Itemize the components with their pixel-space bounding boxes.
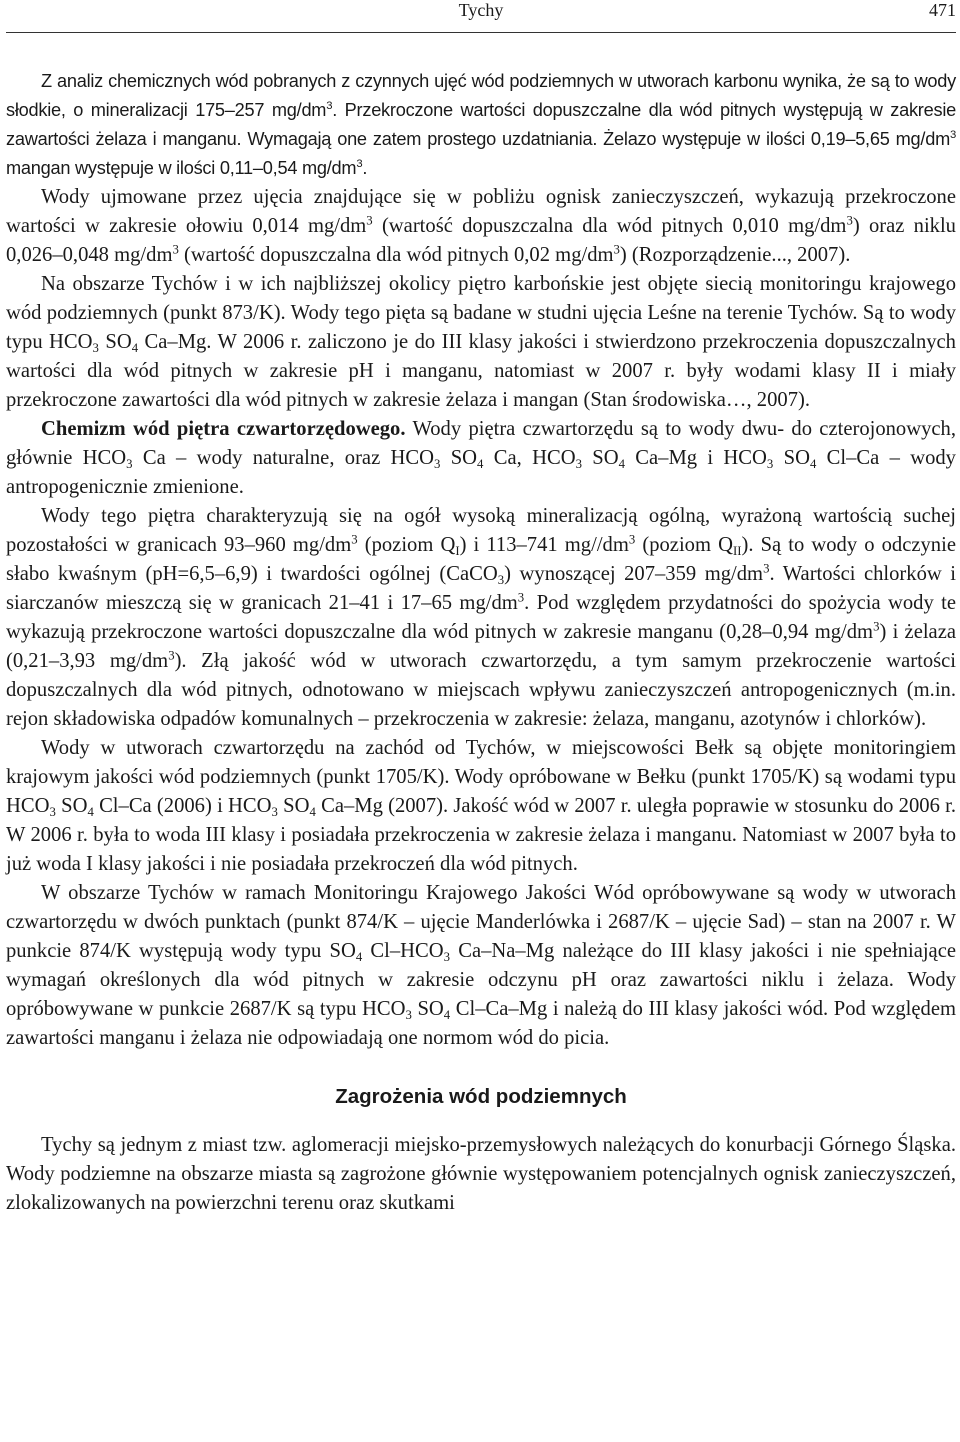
paragraph-lead-heading: Chemizm wód piętra czwartorzędowego. [41, 418, 406, 440]
paragraph-karbon-analysis: Z analiz chemicznych wód pobranych z czynnych ujęć wód podziemnych w utworach karbonu wynika, że są to wody słodkie, o mineralizacji 175–257 $mg/dm^3$. Przekroczone wartości dopuszczalne dla wód pitnych występują w zakresie zawartości żelaza i manganu. Wymagają one zatem prostego uzdatniania. Żelazo występuje w ilości 0,19–5,65 $mg/dm^3$ mangan występuje w ilości 0,11–0,54 $mg/dm^3$. [6, 71, 956, 178]
paragraph-monitoring-karbon: Na obszarze Tychów i w ich najbliższej okolicy piętro karbońskie jest objęte siecią monitoringu krajowego wód podziemnych (punkt 873/K). Wody tego pięta są badane w studni ujęcia Leśne na terenie Tychów. Są to wody typu $HCO_3$ $SO_4$ Ca–Mg. W 2006 r. zaliczono je do III klasy jakości i stwierdzono przekroczenia dopuszczalnych wartości dla wód pitnych w zakresie pH i manganu, natomiast w 2007 r. były wodami klasy II i miały przekroczone zawartości dla wód pitnych w zakresie żelaza i mangan (Stan środowiska…, 2007). [6, 273, 956, 411]
paragraph-pollution-sources: Wody ujmowane przez ujęcia znajdujące się w pobliżu ognisk zanieczyszczeń, wykazują przekroczone wartości w zakresie ołowiu 0,014 $mg/dm^3$ (wartość dopuszczalna dla wód pitnych 0,010 $mg/dm^3$) oraz niklu 0,026–0,048 $mg/dm^3$ (wartość dopuszczalna dla wód pitnych 0,02 $mg/dm^3$) (Rozporządzenie..., 2007). [6, 186, 956, 266]
paragraph-tychy-monitoring-points: W obszarze Tychów w ramach Monitoringu Krajowego Jakości Wód opróbowywane są wody w utworach czwartorzędu w dwóch punktach (punkt 874/K – ujęcie Manderlówka i 2687/K – ujęcie Sad) – stan na 2007 r. W punkcie 874/K występują wody typu $SO_4$ $Cl-HCO_3$ Ca–Na–Mg należące do III klasy jakości i nie spełniające wymagań określonych dla wód pitnych w zakresie odczynu pH oraz zawartości niklu i żelaza. Wody opróbowywane w punkcie 2687/K są typu $HCO_3$ $SO_4$ Cl–Ca–Mg i należą do III klasy jakości wód. Pod względem zawartości manganu i żelaza nie odpowiadają one normom wód do picia. [6, 882, 956, 1049]
paragraph-quaternary-chemistry: Chemizm wód piętra czwartorzędowego. Wody piętra czwartorzędu są to wody dwu- do czterojonowych, głównie $HCO_3$ Ca – wody naturalne, oraz $HCO_3$ $SO_4$ Ca, $HCO_3$ $SO_4$ Ca–Mg i $HCO_3$ $SO_4$ Cl–Ca – wody antropogenicznie zmienione. [6, 418, 956, 498]
paragraph-threats-intro: Tychy są jednym z miast tzw. aglomeracji miejsko-przemysłowych należących do konurbacji Górnego Śląska. Wody podziemne na obszarze miasta są zagrożone głównie występowaniem potencjalnych ognisk zanieczyszczeń, zlokalizowanych na powierzchni terenu oraz skutkami [6, 1134, 956, 1214]
paragraph-belk-monitoring: Wody w utworach czwartorzędu na zachód od Tychów, w miejscowości Bełk są objęte monitoringiem krajowym jakości wód podziemnych (punkt 1705/K). Wody opróbowane w Bełku (punkt 1705/K) są wodami typu $HCO_3$ $SO_4$ Cl–Ca (2006) i $HCO_3$ $SO_4$ Ca–Mg (2007). Jakość wód w 2007 r. uległa poprawie w stosunku do 2006 r. W 2006 r. była to woda III klasy i posiadała przekroczenia w zakresie żelaza i manganu. Natomiast w 2007 była to już woda I klasy jakości i nie posiadała przekroczeń dla wód pitnych. [6, 737, 956, 875]
running-header [6, 0, 956, 33]
page-body [6, 67, 956, 1218]
page-number: 471 [929, 0, 956, 20]
section-heading: Zagrożenia wód podziemnych [335, 1085, 627, 1108]
paragraph-mineralization: Wody tego piętra charakteryzują się na ogół wysoką mineralizacją ogólną, wyrażoną wartością suchej pozostałości w granicach 93–960 $mg/dm^3$ (poziom $Q_I$) i 113–741 $mg//dm^3$ (poziom $Q_{II}$). Są to wody o odczynie słabo kwaśnym (pH=6,5–6,9) i twardości ogólnej (CaCO$_3$) wynoszącej 207–359 $mg/dm^3$. Wartości chlorków i siarczanów mieszczą się w granicach 21–41 i 17–65 $mg/dm^3$. Pod względem przydatności do spożycia wody te wykazują przekroczone wartości dopuszczalne dla wód pitnych w zakresie manganu (0,28–0,94 $mg/dm^3$) i żelaza (0,21–3,93 $mg/dm^3$). Złą jakość wód w utworach czwartorzędu, a tym samym przekroczenie wartości dopuszczalnych dla wód pitnych, odnotowano w miejscach wpływu zanieczyszczeń antropogenicznych (m.in. rejon składowiska odpadów komunalnych – przekroczenia w zakresie: żelaza, manganu, azotynów i chlorków). [6, 505, 957, 730]
running-title: Tychy [458, 0, 504, 20]
